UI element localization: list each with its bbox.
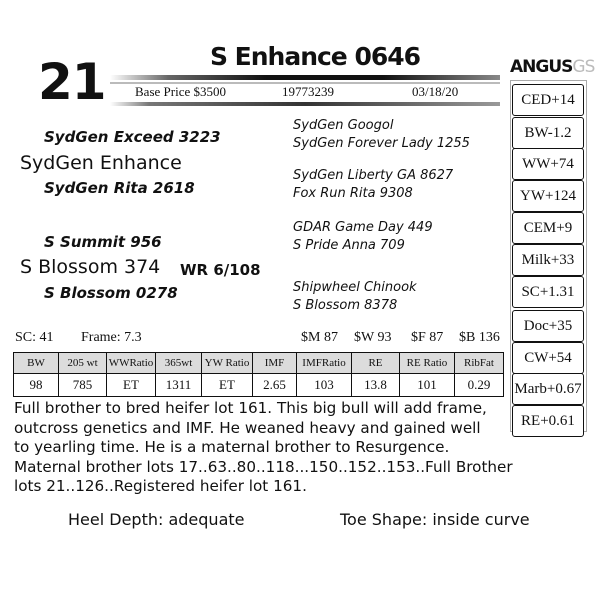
table-header-cell: BW (14, 353, 59, 374)
sire-sire-sire: SydGen Googol (293, 118, 394, 133)
angus-logo (510, 56, 594, 78)
table-cell: 2.65 (253, 374, 297, 397)
sire-dam-sire: SydGen Liberty GA 8627 (293, 168, 454, 183)
table-header-cell: YW Ratio (202, 353, 253, 374)
dam-sire-sire: GDAR Game Day 449 (293, 220, 433, 235)
table-header-cell: IMFRatio (297, 353, 352, 374)
lot-number: 21 (38, 53, 106, 111)
sire: SydGen Enhance (20, 152, 182, 174)
table-header-cell: 365wt (156, 353, 202, 374)
notes-line: to yearling time. He is a maternal brother to Resurgence. (14, 438, 450, 457)
frame-score: Frame: 7.3 (81, 330, 142, 345)
table-header-cell: RibFat (455, 353, 504, 374)
dam-ratio: WR 6/108 (180, 261, 261, 279)
scrotal-circumference: SC: 41 (15, 330, 54, 345)
table-header-cell: RE Ratio (400, 353, 455, 374)
base-price: Base Price $3500 (135, 84, 226, 99)
table-header-row (14, 353, 504, 374)
epd-milk: Milk+33 (512, 244, 584, 276)
index-b: $B 136 (459, 330, 500, 345)
table-cell: 785 (59, 374, 107, 397)
table-cell: ET (107, 374, 156, 397)
epd-bw: BW-1.2 (512, 117, 584, 149)
table-cell: 101 (400, 374, 455, 397)
animal-name: S Enhance 0646 (209, 42, 421, 71)
epd-re: RE+0.61 (512, 405, 584, 437)
dam-dam-sire: Shipwheel Chinook (293, 280, 417, 295)
table-cell: 98 (14, 374, 59, 397)
performance-table (13, 352, 504, 397)
epd-sc: SC+1.31 (512, 276, 584, 308)
table-cell: 0.29 (455, 374, 504, 397)
table-header-cell: RE (352, 353, 400, 374)
epd-cw: CW+54 (512, 342, 584, 374)
index-f: $F 87 (411, 330, 444, 345)
sire-sire-dam: SydGen Forever Lady 1255 (293, 136, 470, 151)
birth-date: 03/18/20 (412, 84, 459, 99)
index-w: $W 93 (354, 330, 392, 345)
index-m: $M 87 (301, 330, 338, 345)
logo-brand: ANGUS (510, 57, 573, 77)
dam: S Blossom 374 (20, 256, 161, 278)
sire-dam-dam: Fox Run Rita 9308 (293, 186, 413, 201)
table-cell: 13.8 (352, 374, 400, 397)
notes-line: lots 21..126..Registered heifer lot 161. (14, 477, 307, 496)
epd-cem: CEM+9 (512, 212, 584, 244)
logo-suffix: GS (572, 57, 595, 77)
dam-sire: S Summit 956 (44, 233, 162, 251)
registration-number: 19773239 (282, 84, 334, 99)
table-header-cell: WWRatio (107, 353, 156, 374)
header-rule (110, 75, 500, 80)
notes-line: Full brother to bred heifer lot 161. This big bull will add frame, (14, 399, 487, 417)
table-row (14, 374, 504, 397)
epd-marb: Marb+0.67 (512, 373, 584, 405)
header-underline (110, 102, 500, 106)
sire-sire: SydGen Exceed 3223 (44, 128, 221, 146)
table-cell: 1311 (156, 374, 202, 397)
epd-ced: CED+14 (512, 84, 584, 116)
dam-dam-dam: S Blossom 8378 (293, 298, 398, 313)
table-cell: 103 (297, 374, 352, 397)
epd-ww: WW+74 (512, 148, 584, 180)
table-cell: ET (202, 374, 253, 397)
epd-yw: YW+124 (512, 180, 584, 212)
dam-sire-dam: S Pride Anna 709 (293, 238, 405, 253)
epd-doc: Doc+35 (512, 310, 584, 342)
notes-line: Maternal brother lots 17..63..80..118...150..152..153..Full Brother (14, 457, 513, 476)
dam-dam: S Blossom 0278 (44, 284, 178, 302)
sire-dam: SydGen Rita 2618 (44, 179, 195, 197)
heel-depth: Heel Depth: adequate (68, 510, 245, 529)
toe-shape: Toe Shape: inside curve (340, 510, 530, 529)
notes-line: outcross genetics and IMF. He weaned heavy and gained well (14, 418, 481, 437)
table-header-cell: IMF (253, 353, 297, 374)
lot-notes (14, 399, 514, 497)
table-header-cell: 205 wt (59, 353, 107, 374)
